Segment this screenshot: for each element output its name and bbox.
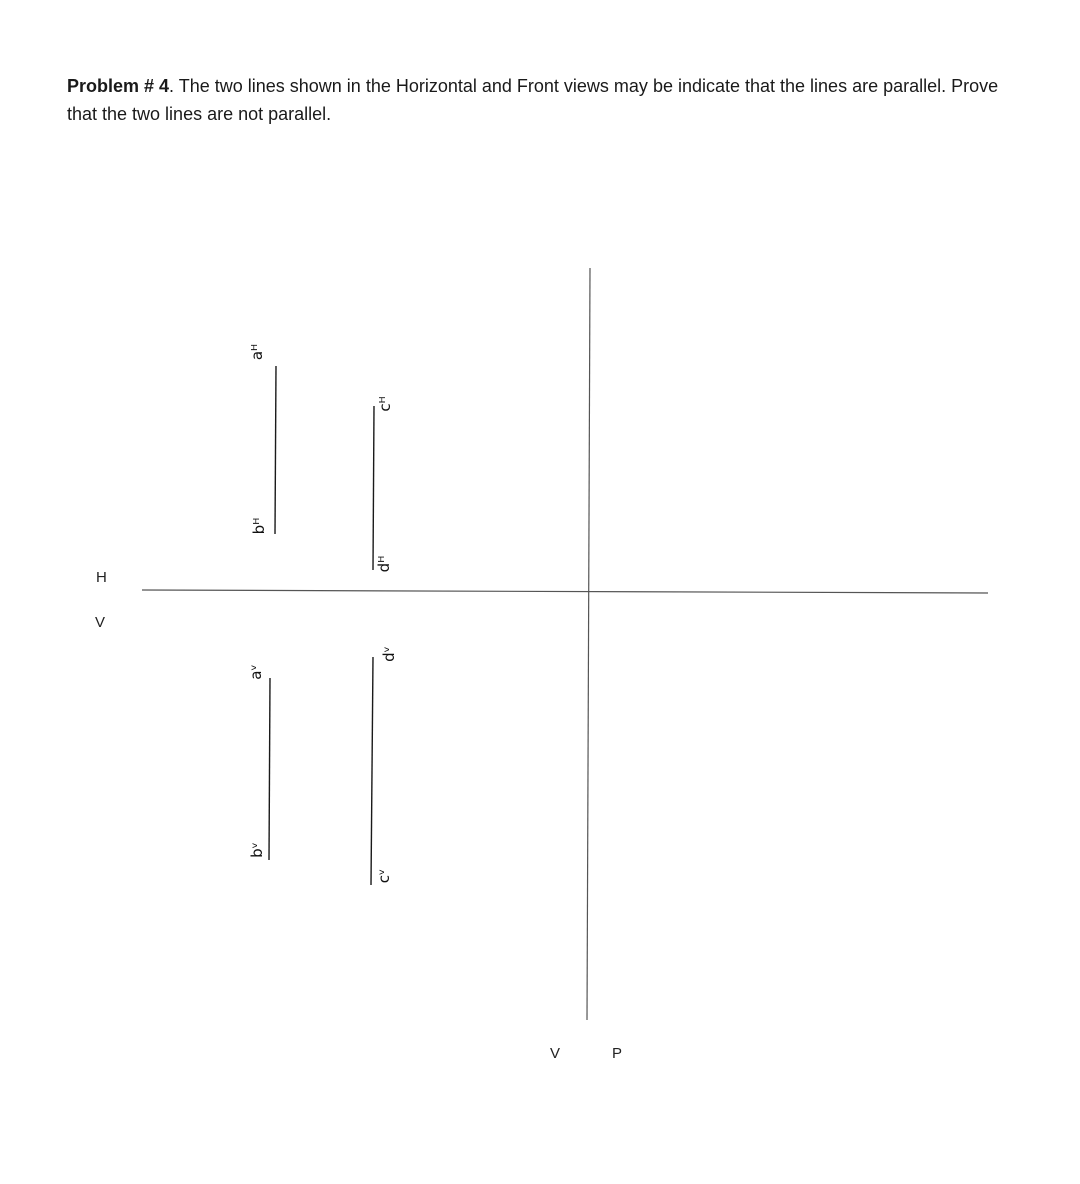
plane-label-v: V xyxy=(95,614,106,631)
line-cd-horizontal-view xyxy=(373,406,374,570)
line-ab-horizontal-view xyxy=(275,366,276,534)
plane-label-h: H xyxy=(96,569,107,586)
label-d-v: dᵛ xyxy=(380,646,398,662)
label-a-h: aᴴ xyxy=(248,343,266,361)
label-d-h: dᴴ xyxy=(375,555,393,573)
line-ab-front-view xyxy=(269,678,270,860)
label-a-v: aᵛ xyxy=(247,664,265,680)
label-b-h: bᴴ xyxy=(250,517,268,535)
fold-line-v-p xyxy=(587,268,590,1020)
problem-text: . The two lines shown in the Horizontal and Front views may be indicate that the lines are parallel. Prove that the two lines are not parallel. xyxy=(67,76,999,124)
plane-label-p: P xyxy=(612,1045,623,1062)
problem-heading: Problem # 4 xyxy=(67,76,170,96)
fold-line-h-v xyxy=(142,590,988,593)
label-c-h: cᴴ xyxy=(376,396,394,412)
label-c-v: cᵛ xyxy=(375,868,393,884)
line-cd-front-view xyxy=(371,657,373,885)
label-b-v: bᵛ xyxy=(248,842,266,858)
plane-label-v2: V xyxy=(550,1045,561,1062)
